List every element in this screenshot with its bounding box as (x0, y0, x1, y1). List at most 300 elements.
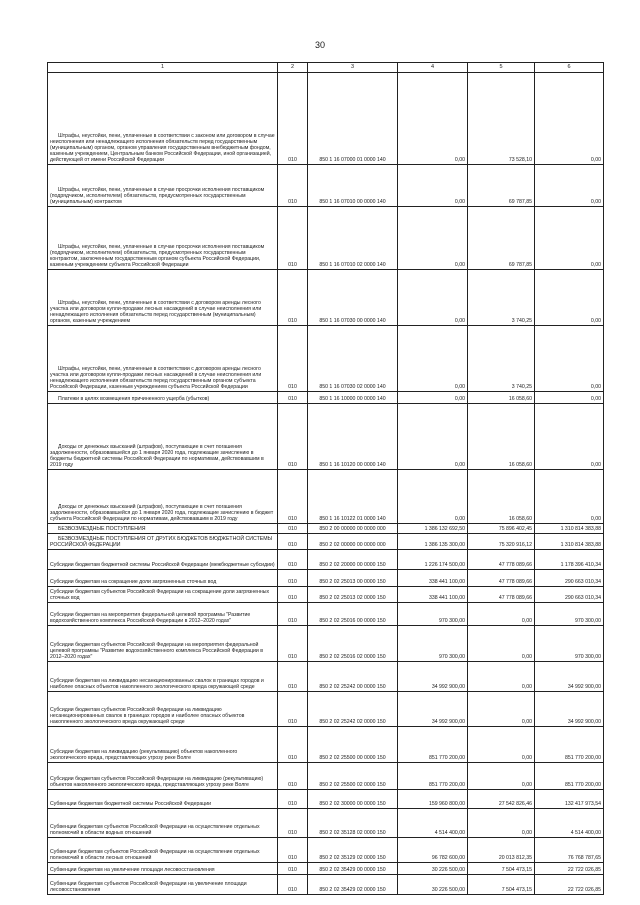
executed-cell (468, 570, 535, 587)
table-row (48, 809, 604, 838)
line-code-cell (278, 626, 308, 662)
approved-plan-cell (398, 662, 468, 692)
budget-code-cell-text: 850 1 16 10000 00 0000 140 (319, 395, 386, 402)
table-row (48, 207, 604, 270)
executed-cell-text: 0,00 (521, 829, 532, 836)
approved-plan-cell (398, 603, 468, 626)
approved-plan-cell-text: 34 992 900,00 (431, 718, 465, 725)
executed-cell-text: 3 740,25 (511, 383, 532, 390)
budget-code-cell-text: 850 1 16 07010 00 0000 140 (319, 198, 386, 205)
unexecuted-cell-text: 290 663 010,34 (564, 578, 601, 585)
approved-plan-cell-text: 4 514 400,00 (434, 829, 465, 836)
approved-plan-cell-text: 970 300,00 (439, 617, 465, 624)
approved-plan-cell-text: 0,00 (454, 383, 465, 390)
table-row (48, 587, 604, 603)
executed-cell (468, 809, 535, 838)
row-name-cell (48, 587, 278, 603)
unexecuted-cell (535, 73, 604, 165)
budget-code-cell (308, 692, 398, 727)
budget-code-cell-text: 850 1 16 07010 02 0000 140 (319, 261, 386, 268)
executed-cell-text: 0,00 (521, 754, 532, 761)
table-row (48, 534, 604, 550)
approved-plan-cell (398, 165, 468, 207)
executed-cell-text: 73 528,10 (508, 156, 532, 163)
line-code-cell (278, 763, 308, 790)
row-name-cell-text: Субсидии бюджетам субъектов Российской Федерации на мероприятия федеральной целевой программы "Развитие водохозяйственного комплекса Российской Федерации в 2012–2020 годах" (50, 641, 263, 660)
budget-code-cell (308, 662, 398, 692)
line-code-cell-text: 010 (288, 854, 297, 861)
header-cell: 3 (308, 63, 398, 73)
executed-cell (468, 603, 535, 626)
unexecuted-cell-text: 22 722 026,85 (567, 886, 601, 893)
row-name-cell-text: Доходы от денежных взысканий (штрафов), поступающие в счет погашения задолженности, образовавшейся до 1 января 2020 года, подлежащие зачислению в бюджет субъекта Российской Федерации по нормативам, действовавшим в 2019 году (50, 503, 274, 522)
line-code-cell (278, 603, 308, 626)
unexecuted-cell-text: 0,00 (590, 461, 601, 468)
row-name-cell-text: Штрафы, неустойки, пени, уплаченные в случае просрочки исполнения поставщиком (подрядчиком, исполнителем) обязательств, предусмотренных государственным (муниципальным) контрактом (50, 186, 265, 205)
executed-cell-text: 69 787,85 (508, 198, 532, 205)
unexecuted-cell-text: 34 992 900,00 (567, 718, 601, 725)
row-name-cell (48, 838, 278, 863)
unexecuted-cell-text: 0,00 (590, 261, 601, 268)
budget-code-cell (308, 207, 398, 270)
budget-code-cell (308, 470, 398, 524)
row-name-cell-text: Субвенции бюджетам субъектов Российской Федерации на увеличение площади лесовосстановления (50, 880, 247, 893)
page-number: 30 (314, 40, 325, 50)
executed-cell (468, 404, 535, 470)
line-code-cell-text: 010 (288, 461, 297, 468)
executed-cell (468, 838, 535, 863)
executed-cell-text: 3 740,25 (511, 317, 532, 324)
executed-cell (468, 534, 535, 550)
unexecuted-cell (535, 570, 604, 587)
header-cell: 1 (48, 63, 278, 73)
table-row (48, 863, 604, 875)
budget-code-cell-text: 850 2 02 25500 00 0000 150 (319, 754, 386, 761)
header-cell: 6 (535, 63, 604, 73)
line-code-cell (278, 326, 308, 392)
unexecuted-cell (535, 524, 604, 534)
approved-plan-cell-text: 0,00 (454, 515, 465, 522)
line-code-cell (278, 875, 308, 895)
approved-plan-cell (398, 809, 468, 838)
approved-plan-cell (398, 727, 468, 763)
unexecuted-cell-text: 0,00 (590, 317, 601, 324)
line-code-cell (278, 570, 308, 587)
row-name-cell (48, 763, 278, 790)
executed-cell-text: 47 778 089,66 (498, 578, 532, 585)
executed-cell (468, 207, 535, 270)
budget-code-cell-text: 850 2 02 25500 02 0000 150 (319, 781, 386, 788)
unexecuted-cell-text: 22 722 026,85 (567, 866, 601, 873)
budget-code-cell-text: 850 2 02 00000 00 0000 000 (319, 541, 386, 548)
unexecuted-cell (535, 392, 604, 404)
budget-code-cell-text: 850 2 02 35128 02 0000 150 (319, 829, 386, 836)
approved-plan-cell (398, 875, 468, 895)
line-code-cell (278, 863, 308, 875)
approved-plan-cell-text: 30 226 500,00 (431, 866, 465, 873)
row-name-cell-text: Штрафы, неустойки, пени, уплаченные в соответствии с законом или договором в случае неисполнения или ненадлежащего исполнения обязательств перед государственным (муниципальным) органом, органом управления государственным внебюджетным фондом, казенным учреждением, Центральным банком Российской Федерации, иной организацией, действующей от имени Российской Федерации (50, 132, 275, 163)
row-name-cell (48, 727, 278, 763)
budget-code-cell (308, 326, 398, 392)
unexecuted-cell (535, 809, 604, 838)
executed-cell-text: 27 542 826,46 (498, 800, 532, 807)
row-name-cell-text: Штрафы, неустойки, пени, уплаченные в соответствии с договором аренды лесного участка или договором купли-продажи лесных насаждений в случае неисполнения или ненадлежащего исполнения обязательств перед государственным (муниципальным) органом, казенным учреждением (50, 299, 262, 324)
row-name-cell-text: Субсидии бюджетам на мероприятия федеральной целевой программы "Развитие водохозяйственного комплекса Российской Федерации в 2012–2020 годах" (50, 611, 251, 624)
row-name-cell-text: Доходы от денежных взысканий (штрафов), поступающие в счет погашения задолженности, образовавшейся до 1 января 2020 года, подлежащие зачислению в бюджеты бюджетной системы Российской Федерации по нормативам, действовавшим в 2019 году (50, 443, 264, 468)
row-name-cell-text: БЕЗВОЗМЕЗДНЫЕ ПОСТУПЛЕНИЯ ОТ ДРУГИХ БЮДЖЕТОВ БЮДЖЕТНОЙ СИСТЕМЫ РОССИЙСКОЙ ФЕДЕРАЦИИ (50, 535, 273, 548)
row-name-cell (48, 550, 278, 570)
line-code-cell-text: 010 (288, 800, 297, 807)
line-code-cell (278, 534, 308, 550)
approved-plan-cell-text: 96 782 600,00 (431, 854, 465, 861)
table-row (48, 470, 604, 524)
budget-code-cell (308, 626, 398, 662)
row-name-cell (48, 207, 278, 270)
budget-code-cell-text: 850 2 02 25242 00 0000 150 (319, 683, 386, 690)
approved-plan-cell-text: 338 441 100,00 (428, 594, 465, 601)
budget-code-cell-text: 850 2 02 35129 02 0000 150 (319, 854, 386, 861)
approved-plan-cell-text: 0,00 (454, 461, 465, 468)
row-name-cell-text: Штрафы, неустойки, пени, уплаченные в соответствии с договором аренды лесного участка или договором купли-продажи лесных насаждений в случае неисполнения или ненадлежащего исполнения обязательств перед государственным органом субъекта Российской Федерации, казенным учреждением субъекта Российской Федерации (50, 365, 262, 390)
executed-cell (468, 727, 535, 763)
unexecuted-cell-text: 0,00 (590, 198, 601, 205)
executed-cell (468, 692, 535, 727)
approved-plan-cell (398, 207, 468, 270)
row-name-cell (48, 626, 278, 662)
budget-code-cell (308, 727, 398, 763)
budget-code-cell-text: 850 2 02 35429 00 0000 150 (319, 866, 386, 873)
line-code-cell (278, 270, 308, 326)
executed-cell (468, 763, 535, 790)
table-row (48, 270, 604, 326)
line-code-cell-text: 010 (288, 829, 297, 836)
row-name-cell-text: Субвенции бюджетам субъектов Российской Федерации на осуществление отдельных полномочий в области лесных отношений (50, 848, 260, 861)
row-name-cell (48, 809, 278, 838)
table-row (48, 875, 604, 895)
approved-plan-cell-text: 851 770 200,00 (428, 781, 465, 788)
line-code-cell (278, 392, 308, 404)
unexecuted-cell (535, 838, 604, 863)
line-code-cell (278, 165, 308, 207)
line-code-cell (278, 470, 308, 524)
approved-plan-cell (398, 404, 468, 470)
approved-plan-cell (398, 626, 468, 662)
approved-plan-cell (398, 550, 468, 570)
approved-plan-cell-text: 1 386 135 300,00 (424, 541, 465, 548)
unexecuted-cell-text: 851 770 200,00 (564, 781, 601, 788)
row-name-cell (48, 470, 278, 524)
approved-plan-cell-text: 0,00 (454, 395, 465, 402)
approved-plan-cell-text: 0,00 (454, 198, 465, 205)
unexecuted-cell-text: 970 300,00 (575, 653, 601, 660)
approved-plan-cell (398, 838, 468, 863)
budget-code-cell (308, 404, 398, 470)
row-name-cell-text: Субсидии бюджетам субъектов Российской Федерации на ликвидацию (рекультивацию) объектов накопленного экологического вреда, представляющих угрозу реке Волге (50, 775, 264, 788)
executed-cell-text: 75 320 916,12 (498, 541, 532, 548)
unexecuted-cell (535, 404, 604, 470)
line-code-cell (278, 790, 308, 809)
budget-code-cell (308, 763, 398, 790)
approved-plan-cell-text: 851 770 200,00 (428, 754, 465, 761)
row-name-cell (48, 863, 278, 875)
budget-code-cell-text: 850 1 16 10120 00 0000 140 (319, 461, 386, 468)
executed-cell-text: 0,00 (521, 781, 532, 788)
header-cell: 5 (468, 63, 535, 73)
row-name-cell (48, 392, 278, 404)
line-code-cell (278, 727, 308, 763)
line-code-cell-text: 010 (288, 886, 297, 893)
table-row (48, 392, 604, 404)
table-row (48, 404, 604, 470)
header-cell: 4 (398, 63, 468, 73)
approved-plan-cell-text: 0,00 (454, 156, 465, 163)
unexecuted-cell (535, 534, 604, 550)
row-name-cell-text: Штрафы, неустойки, пени, уплаченные в случае просрочки исполнения поставщиком (подрядчиком, исполнителем) обязательств, предусмотренных государственным контрактом, заключенным государственным органом субъекта Российской Федерации, казенным учреждением субъекта Российской Федерации (50, 243, 265, 268)
line-code-cell (278, 404, 308, 470)
executed-cell (468, 875, 535, 895)
row-name-cell (48, 524, 278, 534)
unexecuted-cell-text: 970 300,00 (575, 617, 601, 624)
approved-plan-cell-text: 1 386 132 692,50 (424, 525, 465, 532)
line-code-cell-text: 010 (288, 561, 297, 568)
budget-code-cell (308, 550, 398, 570)
approved-plan-cell-text: 159 960 800,00 (428, 800, 465, 807)
executed-cell (468, 790, 535, 809)
line-code-cell (278, 692, 308, 727)
budget-code-cell (308, 875, 398, 895)
line-code-cell-text: 010 (288, 541, 297, 548)
line-code-cell-text: 010 (288, 515, 297, 522)
row-name-cell (48, 603, 278, 626)
table-row (48, 790, 604, 809)
line-code-cell-text: 010 (288, 198, 297, 205)
budget-code-cell-text: 850 2 02 25013 02 0000 150 (319, 594, 386, 601)
executed-cell-text: 47 778 089,66 (498, 594, 532, 601)
line-code-cell-text: 010 (288, 653, 297, 660)
line-code-cell (278, 524, 308, 534)
budget-code-cell (308, 603, 398, 626)
row-name-cell-text: БЕЗВОЗМЕЗДНЫЕ ПОСТУПЛЕНИЯ (58, 525, 146, 532)
budget-code-cell (308, 534, 398, 550)
unexecuted-cell-text: 0,00 (590, 395, 601, 402)
table-row (48, 326, 604, 392)
budget-code-cell-text: 850 1 16 07030 00 0000 140 (319, 317, 386, 324)
budget-code-cell (308, 570, 398, 587)
row-name-cell (48, 662, 278, 692)
table-row (48, 626, 604, 662)
approved-plan-cell (398, 392, 468, 404)
line-code-cell (278, 587, 308, 603)
row-name-cell-text: Субсидии бюджетам бюджетной системы Российской Федерации (межбюджетные субсидии) (50, 561, 275, 568)
executed-cell-text: 47 778 089,66 (498, 561, 532, 568)
row-name-cell-text: Субсидии бюджетам субъектов Российской Федерации на сокращение доли загрязненных сточных вод (50, 588, 270, 601)
budget-code-cell (308, 587, 398, 603)
row-name-cell-text: Субвенции бюджетам бюджетной системы Российской Федерации (50, 800, 212, 807)
unexecuted-cell-text: 76 768 787,65 (567, 854, 601, 861)
line-code-cell-text: 010 (288, 525, 297, 532)
line-code-cell-text: 010 (288, 156, 297, 163)
executed-cell-text: 16 058,60 (508, 395, 532, 402)
table-row (48, 838, 604, 863)
table-row (48, 570, 604, 587)
row-name-cell (48, 326, 278, 392)
approved-plan-cell-text: 30 226 500,00 (431, 886, 465, 893)
executed-cell-text: 16 058,60 (508, 515, 532, 522)
unexecuted-cell (535, 662, 604, 692)
unexecuted-cell (535, 550, 604, 570)
unexecuted-cell-text: 4 514 400,00 (570, 829, 601, 836)
budget-code-cell-text: 850 2 02 20000 00 0000 150 (319, 561, 386, 568)
executed-cell (468, 73, 535, 165)
row-name-cell (48, 270, 278, 326)
unexecuted-cell (535, 587, 604, 603)
unexecuted-cell-text: 290 663 010,34 (564, 594, 601, 601)
approved-plan-cell (398, 534, 468, 550)
unexecuted-cell-text: 0,00 (590, 156, 601, 163)
unexecuted-cell-text: 132 417 973,54 (564, 800, 601, 807)
executed-cell-text: 7 504 473,15 (501, 886, 532, 893)
executed-cell (468, 392, 535, 404)
approved-plan-cell (398, 692, 468, 727)
line-code-cell-text: 010 (288, 578, 297, 585)
table-row (48, 763, 604, 790)
line-code-cell-text: 010 (288, 383, 297, 390)
executed-cell-text: 0,00 (521, 683, 532, 690)
table-row (48, 662, 604, 692)
table-row (48, 603, 604, 626)
approved-plan-cell-text: 1 226 174 500,00 (424, 561, 465, 568)
budget-code-cell-text: 850 2 02 25013 00 0000 150 (319, 578, 386, 585)
executed-cell (468, 550, 535, 570)
unexecuted-cell (535, 603, 604, 626)
unexecuted-cell (535, 326, 604, 392)
line-code-cell-text: 010 (288, 617, 297, 624)
approved-plan-cell (398, 587, 468, 603)
approved-plan-cell-text: 338 441 100,00 (428, 578, 465, 585)
line-code-cell-text: 010 (288, 781, 297, 788)
budget-code-cell-text: 850 2 02 30000 00 0000 150 (319, 800, 386, 807)
executed-cell (468, 326, 535, 392)
line-code-cell (278, 73, 308, 165)
table-row (48, 692, 604, 727)
row-name-cell (48, 165, 278, 207)
row-name-cell-text: Платежи в целях возмещения причиненного ущерба (убытков) (58, 395, 210, 402)
unexecuted-cell (535, 790, 604, 809)
executed-cell (468, 270, 535, 326)
line-code-cell-text: 010 (288, 718, 297, 725)
row-name-cell (48, 875, 278, 895)
budget-code-cell-text: 850 1 16 07000 01 0000 140 (319, 156, 386, 163)
unexecuted-cell (535, 626, 604, 662)
unexecuted-cell (535, 470, 604, 524)
executed-cell (468, 662, 535, 692)
budget-code-cell-text: 850 2 02 35429 02 0000 150 (319, 886, 386, 893)
table-row (48, 550, 604, 570)
approved-plan-cell (398, 326, 468, 392)
line-code-cell (278, 550, 308, 570)
budget-code-cell-text: 850 1 16 10122 01 0000 140 (319, 515, 386, 522)
approved-plan-cell-text: 34 992 900,00 (431, 683, 465, 690)
row-name-cell (48, 692, 278, 727)
approved-plan-cell (398, 863, 468, 875)
unexecuted-cell-text: 1 178 396 410,34 (560, 561, 601, 568)
budget-code-cell (308, 524, 398, 534)
approved-plan-cell (398, 790, 468, 809)
table-row (48, 524, 604, 534)
executed-cell-text: 0,00 (521, 617, 532, 624)
line-code-cell-text: 010 (288, 683, 297, 690)
executed-cell-text: 69 787,85 (508, 261, 532, 268)
budget-code-cell (308, 165, 398, 207)
row-name-cell-text: Субсидии бюджетам на сокращение доли загрязненных сточных вод (50, 578, 217, 585)
row-name-cell-text: Субсидии бюджетам на ликвидацию несанкционированных свалок в границах городов и наиболее опасных объектов накопленного экологического вреда окружающей среде (50, 677, 264, 690)
approved-plan-cell (398, 270, 468, 326)
row-name-cell-text: Субвенции бюджетам на увеличение площади лесовосстановления (50, 866, 215, 873)
executed-cell-text: 16 058,60 (508, 461, 532, 468)
budget-code-cell (308, 270, 398, 326)
unexecuted-cell-text: 1 310 814 383,88 (560, 525, 601, 532)
table-row (48, 73, 604, 165)
unexecuted-cell-text: 34 992 900,00 (567, 683, 601, 690)
executed-cell (468, 863, 535, 875)
unexecuted-cell-text: 0,00 (590, 515, 601, 522)
unexecuted-cell (535, 207, 604, 270)
unexecuted-cell (535, 727, 604, 763)
approved-plan-cell (398, 763, 468, 790)
line-code-cell-text: 010 (288, 594, 297, 601)
budget-code-cell (308, 392, 398, 404)
budget-code-cell (308, 863, 398, 875)
executed-cell (468, 470, 535, 524)
budget-code-cell (308, 809, 398, 838)
line-code-cell-text: 010 (288, 261, 297, 268)
approved-plan-cell (398, 524, 468, 534)
line-code-cell (278, 809, 308, 838)
line-code-cell (278, 207, 308, 270)
line-code-cell (278, 662, 308, 692)
budget-code-cell-text: 850 1 16 07030 02 0000 140 (319, 383, 386, 390)
budget-code-cell-text: 850 2 02 25016 00 0000 150 (319, 617, 386, 624)
approved-plan-cell-text: 970 300,00 (439, 653, 465, 660)
table-row (48, 165, 604, 207)
executed-cell (468, 165, 535, 207)
executed-cell-text: 0,00 (521, 718, 532, 725)
unexecuted-cell (535, 875, 604, 895)
budget-code-cell-text: 850 2 00 00000 00 0000 000 (319, 525, 386, 532)
budget-code-cell-text: 850 2 02 25242 02 0000 150 (319, 718, 386, 725)
budget-code-cell-text: 850 2 02 25016 02 0000 150 (319, 653, 386, 660)
unexecuted-cell-text: 851 770 200,00 (564, 754, 601, 761)
approved-plan-cell (398, 470, 468, 524)
line-code-cell-text: 010 (288, 395, 297, 402)
executed-cell-text: 20 013 812,35 (498, 854, 532, 861)
executed-cell (468, 626, 535, 662)
budget-code-cell (308, 790, 398, 809)
row-name-cell (48, 790, 278, 809)
table-header-row (48, 63, 604, 73)
budget-code-cell (308, 73, 398, 165)
unexecuted-cell (535, 270, 604, 326)
executed-cell-text: 75 896 402,45 (498, 525, 532, 532)
row-name-cell-text: Субсидии бюджетам субъектов Российской Федерации на ликвидацию несанкционированных свалок в границах городов и наиболее опасных объектов накопленного экологического вреда окружающей среде (50, 706, 245, 725)
line-code-cell-text: 010 (288, 754, 297, 761)
header-cell: 2 (278, 63, 308, 73)
unexecuted-cell (535, 165, 604, 207)
unexecuted-cell (535, 863, 604, 875)
executed-cell-text: 7 504 473,15 (501, 866, 532, 873)
unexecuted-cell (535, 692, 604, 727)
unexecuted-cell-text: 0,00 (590, 383, 601, 390)
